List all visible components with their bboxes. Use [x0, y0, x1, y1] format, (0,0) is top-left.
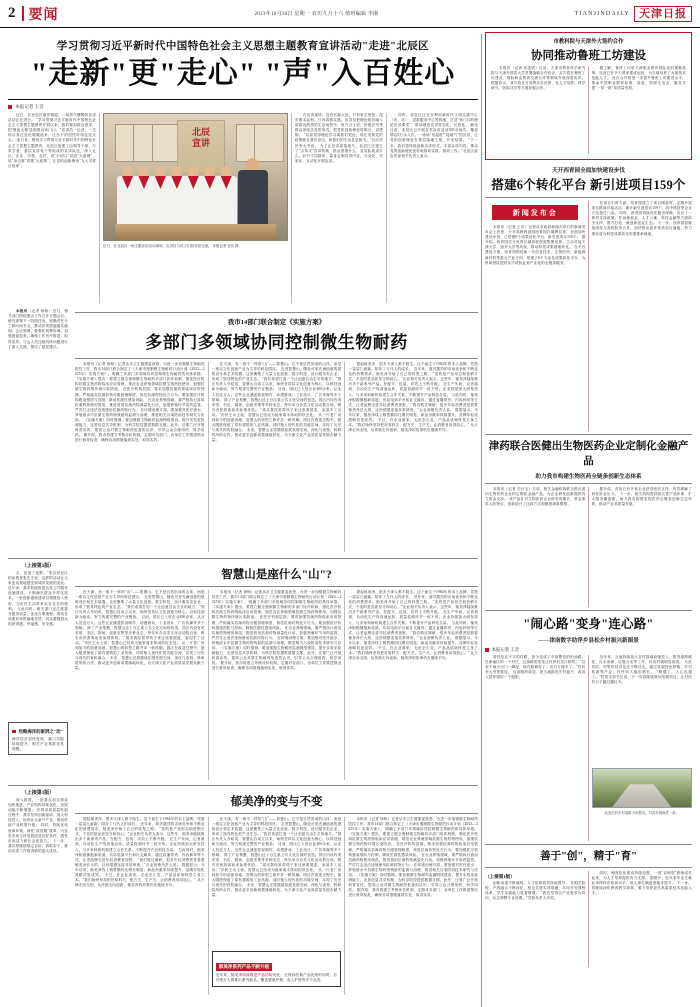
mountain-body-1: 在天津，有一座不一样的"山"——智慧山。它不是自然形成的山体，而是一座以文化创意产业为主导的科技园区。 走进智慧山，随处可见充满创意的建筑设计和艺术装置。这里聚集了大量文化创意、数字科技、设计服务类企业，形成了独具特色的产业生态。 "我们希望打造一个让创意自由生长的地方。"园区负责人介绍说，智慧山自成立以来，始终坚持以文化创意为核心，以科技创新为驱动，努力构建完整的产业链条。 目前，园区已入驻企业400余家，从业人员近万人。这些企业涵盖影视制作、动漫游戏、工业设计、广告传媒等多个领域。 除了产业集聚，智慧山还十分注重公共文化空间的营造。园区内设有美术馆、书店、剧场、创意市集等多种业态，每年举办各类文化活动数百场，吸引市民游客前来参观体验。 "周末我经常带孩子来这里看展览、参加手工活动。"市民王女士说，智慧山已经成为她家周末休闲的好去处。 从一片老厂房到如今的创意高地，智慧山的转型之路并非一帆风顺。园区在改造过程中，最大限度保留了原有建筑的工业风貌，同时植入现代化的功能空间，实现了历史与现代的有机融合。 未来，智慧山还将继续拓展发展空间，深化与高校、科研院所的合作，推动更多创新成果落地转化，为天津文化产业高质量发展贡献力量。: [75, 590, 205, 671]
road-byline: [485, 647, 692, 653]
left-note-1-text: 走、拓宽了视野。"来自河北区的参观者张先生说，这样的活动让大家更直观地感受到城市发展的变化。 近年来，我市持续推进各类公共服务设施建设，不断满足群众多样化需求。一批批新建改建项目相继投入使用，为市民生活带来实实在在的便利。 与此同时，相关部门还注重提升服务质量，优化办事流程，推动各项惠民举措落地见效，切实增强群众的获得感、幸福感、安全感。: [8, 571, 68, 626]
lead-story: [8, 38, 478, 303]
finance-body-left: 本报讯（记者 岳付玉）日前，相关金融机构联合推出面向生物医药企业的定制化金融产品，为企业研发创新提供有力资金支持。 该产品针对生物医药企业研发周期长、资金需求大的特点，创新设计了还款方式和额度测算模型。: [485, 487, 586, 507]
lead-col-3: [295, 113, 383, 303]
platform-story: [485, 166, 692, 431]
drug-kicker: 我市14部门联合制定《实施方案》: [227, 319, 326, 326]
road-story: [485, 614, 692, 841]
lead-body-1: 近日，在北辰区瑞景街道，一场热气腾腾的宣讲活动正在进行。 "学习贯彻习近平新时代中国特色社会主义思想主题教育开展以来，我们紧扣群众需求，把'理论大餐'送到群众家门口。"宣讲员一边说，一边结合身边变化娓娓道来，让台下的居民听得连连点头。 连日来，围绕学习贯彻习近平新时代中国特色社会主义思想主题教育，北辰区组建了由领导干部、专家学者、基层宣讲骨干等组成的宣讲队伍，深入社区、企业、学校、农村，用"小切口"讲清"大道理"，用"身边事"讲透"大政策"，让党的创新理论"飞入寻常百姓家"。: [8, 113, 97, 168]
lead-body-2: 在宣讲现场，没有长篇大论，只有家长里短；没有照本宣科，只有真情实感。宣讲员把理论知识融入到群众熟悉的生活场景中，用方言土语、快板评书等群众喜闻乐见的形式，把党的创新理论讲明白、讲透彻。 "以前觉得理论学习离我们很远，现在发现党的政策就在我们身边，和我们的生活息息相关。"社区居民李大爷说。 为了让宣讲更接地气，北辰区还建立了"点单式"宣讲机制，群众需要什么，宣讲队就讲什么。针对不同群体，量身定制宣讲内容，分众化、对象化、互动化开展宣讲。: [294, 113, 383, 163]
lead-col-2-photo: [103, 113, 288, 303]
create-title: 善于"创"，精于"育": [540, 851, 637, 862]
drug-story: [75, 309, 478, 552]
newspaper-logo: 天津日报: [634, 6, 692, 22]
finance-title: 津药联合医健出生物医药企业定制化金融产品: [488, 441, 689, 467]
road-byline-text: 本报记者 王音: [491, 647, 520, 652]
yujing-note-label: 郁美净系列产品不断升级: [216, 963, 273, 971]
platform-title: 搭建6个转化平台 新引进项目159个: [491, 178, 686, 192]
page-sheet: [0, 28, 700, 1007]
road-subtitle: ——津南数字助浮乡县松乡村振兴新图景: [538, 638, 639, 644]
right-zone: [485, 32, 692, 1007]
news-conference-tag: 新闻发布会: [492, 205, 578, 220]
finance-story: [485, 438, 692, 607]
mountain-headline: 智慧山是座什么"山"?: [221, 569, 332, 581]
rule: [75, 312, 478, 313]
lead-col-4: [390, 113, 478, 303]
road-body-right: 近年来，当地持续加大农村基础设施投入，推进道路硬化、污水治理、垃圾分类等工作，村容村貌明显改善。 与此同时，村集体经济也在不断壮大。通过发展特色种植、乡村旅游等产业，村民收入稳步增长。 "路通了，人心也通了。"村党支部书记说，下一步将继续谋划发展项目，让村民的日子越过越红火。: [591, 655, 692, 685]
create-source: （上接第1版）: [485, 874, 515, 879]
left-note-2-text: 深入推进，一批重点项目建设加快推进，产业结构持续优化，发展动能不断增强。 在推动高质量发展过程中，我市坚持创新驱动，加大科技投入，培育壮大新兴产业，推动传统产业转型升级。 同时，持续优化营商环境，深化"放管服"改革，为各类市场主体发展创造良好条件，激发市场活力和社会创造力。 下一步，我市将继续锚定目标，真抓实干，推动各项工作取得新的更大成效。: [8, 798, 68, 853]
drug-body-3: 提起郁美净，很多天津人都不陌生。这个诞生于1984年的本土品牌，凭借一袋袋儿童霜，陪伴了几代人的成长。 近年来，面对激烈的市场竞争和不断变化的消费需求，郁美净开始了自己的转型之路。 "变的是产品形态和营销方式，不变的是品质坚守和初心。"企业相关负责人表示，这些年，郁美净陆续推出多个新系列产品，在配方、包装、功效上不断升级。 在生产车间，记者看到，自动化生产线高速运转，质量检测环节一丝不苟。企业持续加大研发投入，与多家科研机构建立合作关系，不断提升产品科技含量。 与此同时，郁美净积极拥抱新渠道，布局电商平台和社交媒体，通过直播带货、内容种草等方式，让老品牌走进年轻消费者视野。 "我们做过调研，很多年轻消费者是看着郁美净长大的，这份情感连接非常珍贵。"企业营销负责人说。 数据显示，今年以来，郁美净线上销售额同比增长明显，新品贡献率持续提升，品牌年轻化战略初见成效。 不过，在企业看来，无论怎么变，产品品质始终是立身之本。"我们始终坚持把好原料关、配方关、生产关，让消费者用得放心。" 从天津走向全国，从传统走向创新，郁美净的故事仍在继续书写。: [348, 362, 479, 433]
boxed-story-kicker: 市教科院与天津外大签约合作: [553, 39, 624, 45]
rule: [75, 358, 478, 359]
lead-col-1: [8, 113, 96, 303]
square-bullet-icon: [12, 730, 16, 734]
create-body-left: 创新成果不断涌现，人才培养质效持续提升。 在相关院校，产教融合不断深化，校企共建实训基地，共同开发课程体系，学生实践能力显著增强。 "我们坚持以产业需求为导向，动态调整专业设置。"学校负责人介绍。: [485, 881, 586, 901]
boxed-story-body-left: 本报讯（记者 张雯婧）日前，天津市教育科学研究院与天津外国语大学签署战略合作协议，双方将在鲁班工坊建设、国际职业教育交流合作等领域开展深度协作。 根据协议，双方将充分发挥各自优势，在人才培养、科学研究、资源共享等方面加强合作。: [491, 66, 586, 91]
lead-byline: [8, 104, 478, 110]
left-note-box-label: 经略海洋的澎湃之"动": [18, 728, 63, 734]
left-note-box-text: 海洋经济加快发展，港口功能持续提升，相关产业集群初具规模。: [12, 736, 64, 751]
square-bullet-icon: [485, 648, 489, 652]
boxed-story: [485, 32, 692, 160]
masthead-domain: TIANJINDAILY: [574, 10, 630, 17]
boxed-story-title: 协同推动鲁班工坊建设: [531, 50, 646, 62]
yujing-headline: 郁美净的变与不变: [230, 796, 323, 808]
lead-byline-text: 本报记者 王音: [15, 104, 44, 109]
create-body-right: 同时，师资队伍建设持续加强，一批"双师型"教师成长起来，为人才培养提供有力支撑。 据统计，近年来毕业生就业率保持在较高水平，用人单位满意度稳步提升。 下一步，将继续深化教育教学改革，着力培养更多高素质技术技能人才。: [591, 871, 692, 896]
platform-body-left: 本报讯（记者 王音）记者从市政府新闻办举行的新闻发布会上获悉，天开高教科创园西青园自揭牌以来，全面加快建设步伐，已搭建6个成果转化平台，新引进项目159个。 据介绍，西青园充分发挥区域高校资源集聚优势，主动对接天津大学、南开大学等高校，推动科技成果就地转化。 在平台建设方面，西青园围绕新一代信息技术、生物医药、新能源新材料等重点产业方向，搭建了6个专业化成果转化平台，为科研团队提供从中试验证到产业化的全链条服务。: [485, 225, 586, 265]
square-bullet-icon: [8, 105, 12, 109]
road-photo: [592, 768, 693, 808]
rule: [485, 197, 692, 198]
dateline-text: 2023年10月30日 星期一 农历九月十六 值班编辑 李刚: [254, 12, 379, 17]
boxed-story-body-right: 据了解，鲁班工坊是天津职业教育国际化的重要品牌，目前已在多个国家建成运营，为当地培养了大批技术技能人才。 此次合作将进一步提升鲁班工坊建设水平，推动中国职业教育标准、装备、资源走出去，服务共建"一带一路"高质量发展。: [591, 66, 686, 91]
yujing-note-box: [212, 951, 342, 987]
lead-headline: "走新"更"走心" "声"入百姓心: [30, 57, 456, 90]
lead-photo-caption: 近日，在北辰区一场主题宣讲活动现场，宣讲员与孩子们面对面交流。 本报记者 谷岳 摄: [103, 244, 239, 248]
left-note-1-title: （上接第1版）: [21, 564, 55, 569]
mountain-story: [75, 562, 478, 780]
yujing-body-3: 本报讯（记者 徐杨）记者从市卫生健康委获悉，为进一步加强微生物耐药防控工作，我市14部门联合制定了《天津市遏制微生物耐药行动计划（2023—2025年）实施方案》，明确了多部门多领域协同控制微生物耐药的具体举措。 《实施方案》提出，要建立健全遏制微生物耐药多部门协作机制，强化医疗机构抗微生物药物临床应用管理，规范农业养殖领域抗微生物药物使用，加强抗微生物药物环境污染防治。 在医疗机构层面，要求加强抗菌药物临床应用管理，严格落实抗菌药物分级管理制度，规范抗菌药物处方行为。要加强医疗机构感染预防与控制，降低医源性感染风险。 在农业养殖领域，要严格执行兽用抗菌药物使用规范，推进兽用抗菌药物减量化行动，加强养殖环节用药监管，严厉打击违法违规使用抗菌药物行为。 在环境治理方面，要加强对医疗废水、养殖废水中抗微生物药物残留的监测与治理，推进相关污染防治技术研究与应用。 《实施方案》同时强调，要加强微生物耐药监测网络建设，提升实验室检测能力，完善信息共享机制，为科学防控提供数据支撑。此外，还要广泛开展科普宣传，提高公众对微生物耐药危害的认识，引导公众合理用药、科学用药。 据介绍，我市将建立考核评价机制，定期对各部门、各单位工作推进情况进行督导检查，确保各项措施落到实处、取得实效。: [348, 817, 479, 898]
mountain-body-2: 本报讯（记者 徐杨）记者从市卫生健康委获悉，为进一步加强微生物耐药防控工作，我市14部门联合制定了《天津市遏制微生物耐药行动计划（2023—2025年）实施方案》，明确了多部门多领域协同控制微生物耐药的具体举措。 《实施方案》提出，要建立健全遏制微生物耐药多部门协作机制，强化医疗机构抗微生物药物临床应用管理，规范农业养殖领域抗微生物药物使用，加强抗微生物药物环境污染防治。 在医疗机构层面，要求加强抗菌药物临床应用管理，严格落实抗菌药物分级管理制度，规范抗菌药物处方行为。要加强医疗机构感染预防与控制，降低医源性感染风险。 在农业养殖领域，要严格执行兽用抗菌药物使用规范，推进兽用抗菌药物减量化行动，加强养殖环节用药监管，严厉打击违法违规使用抗菌药物行为。 在环境治理方面，要加强对医疗废水、养殖废水中抗微生物药物残留的监测与治理，推进相关污染防治技术研究与应用。 《实施方案》同时强调，要加强微生物耐药监测网络建设，提升实验室检测能力，完善信息共享机制，为科学防控提供数据支撑。此外，还要广泛开展科普宣传，提高公众对微生物耐药危害的认识，引导公众合理用药、科学用药。 据介绍，我市将建立考核评价机制，定期对各部门、各单位工作推进情况进行督导检查，确保各项措施落到实处、取得实效。: [211, 590, 342, 671]
mountain-section: [8, 562, 478, 780]
mountain-body-3: 提起郁美净，很多天津人都不陌生。这个诞生于1984年的本土品牌，凭借一袋袋儿童霜，陪伴了几代人的成长。 近年来，面对激烈的市场竞争和不断变化的消费需求，郁美净开始了自己的转型之路。 "变的是产品形态和营销方式，不变的是品质坚守和初心。"企业相关负责人表示，这些年，郁美净陆续推出多个新系列产品，在配方、包装、功效上不断升级。 在生产车间，记者看到，自动化生产线高速运转，质量检测环节一丝不苟。企业持续加大研发投入，与多家科研机构建立合作关系，不断提升产品科技含量。 与此同时，郁美净积极拥抱新渠道，布局电商平台和社交媒体，通过直播带货、内容种草等方式，让老品牌走进年轻消费者视野。 "我们做过调研，很多年轻消费者是看着郁美净长大的，这份情感连接非常珍贵。"企业营销负责人说。 数据显示，今年以来，郁美净线上销售额同比增长明显，新品贡献率持续提升，品牌年轻化战略初见成效。 不过，在企业看来，无论怎么变，产品品质始终是立身之本。"我们始终坚持把好原料关、配方关、生产关，让消费者用得放心。" 从天津走向全国，从传统走向创新，郁美净的故事仍在继续书写。: [348, 590, 479, 661]
masthead: [0, 0, 700, 28]
rule: [485, 610, 692, 611]
finance-subtitle: 助力我市构建生物医药全链条创新生态体系: [535, 474, 642, 480]
left-note-block-2: [8, 789, 68, 995]
left-note-box-title: [12, 729, 64, 735]
road-photo-caption: 改造后的乡村道路平坦整洁，村容村貌焕然一新。: [604, 811, 680, 815]
rule: [8, 99, 478, 100]
column-divider: [478, 32, 485, 1007]
lead-kicker: 学习贯彻习近平新时代中国特色社会主义思想主题教育宣讲活动"走进"北辰区: [56, 41, 430, 52]
left-note-2-title: （上接第1版）: [21, 791, 55, 796]
yujing-section: [8, 789, 478, 995]
lead-photo: [103, 113, 288, 241]
rule: [485, 844, 692, 845]
left-notes-column: [8, 309, 68, 552]
left-note-block-1: [8, 562, 68, 780]
create-story: [485, 848, 692, 967]
masthead-dateline: [59, 10, 575, 17]
rule: [75, 813, 478, 814]
rule: [8, 558, 478, 559]
page-number: 2: [8, 5, 16, 21]
left-note-1-body: 本报讯（记者 徐杨）近日，相关部门围绕重点工作召开专题会议，研究部署下一阶段任务，明确责任分工和时间节点，推动各项措施落实落细。会议强调，要强化统筹协调，加强督促检查，确保工作有序推进、取得实效。与会人员还就具体问题进行了深入交流，提出了意见建议。: [8, 309, 68, 349]
photo-people: [104, 158, 287, 232]
yujing-body-2: 在天津，有一座不一样的"山"——智慧山。它不是自然形成的山体，而是一座以文化创意产业为主导的科技园区。 走进智慧山，随处可见充满创意的建筑设计和艺术装置。这里聚集了大量文化创意、数字科技、设计服务类企业，形成了独具特色的产业生态。 "我们希望打造一个让创意自由生长的地方。"园区负责人介绍说，智慧山自成立以来，始终坚持以文化创意为核心，以科技创新为驱动，努力构建完整的产业链条。 目前，园区已入驻企业400余家，从业人员近万人。这些企业涵盖影视制作、动漫游戏、工业设计、广告传媒等多个领域。 除了产业集聚，智慧山还十分注重公共文化空间的营造。园区内设有美术馆、书店、剧场、创意市集等多种业态，每年举办各类文化活动数百场，吸引市民游客前来参观体验。 "周末我经常带孩子来这里看展览、参加手工活动。"市民王女士说，智慧山已经成为她家周末休闲的好去处。 从一片老厂房到如今的创意高地，智慧山的转型之路并非一帆风顺。园区在改造过程中，最大限度保留了原有建筑的工业风貌，同时植入现代化的功能空间，实现了历史与现代的有机融合。 未来，智慧山还将继续拓展发展空间，深化与高校、科研院所的合作，推动更多创新成果落地转化，为天津文化产业高质量发展贡献力量。: [211, 817, 342, 898]
left-zone: [8, 32, 478, 1007]
rule: [8, 785, 478, 786]
road-body-left: 曾经坑洼不平的村路，如今变成了平坦整洁的柏油路。在津南区的一个村庄，这条路的变化让村民们交口称赞。 "以前下雨天出门一脚泥，现在路修好了，出行方便多了。"村民李大爷笑着说。 这条路的改造，是当地推进乡村振兴、改善人居环境的一个缩影。: [485, 655, 586, 680]
rule: [485, 867, 692, 868]
drug-body-1: 本报讯（记者 徐杨）记者从市卫生健康委获悉，为进一步加强微生物耐药防控工作，我市14部门联合制定了《天津市遏制微生物耐药行动计划（2023—2025年）实施方案》，明确了多部门多领域协同控制微生物耐药的具体举措。 《实施方案》提出，要建立健全遏制微生物耐药多部门协作机制，强化医疗机构抗微生物药物临床应用管理，规范农业养殖领域抗微生物药物使用，加强抗微生物药物环境污染防治。 在医疗机构层面，要求加强抗菌药物临床应用管理，严格落实抗菌药物分级管理制度，规范抗菌药物处方行为。要加强医疗机构感染预防与控制，降低医源性感染风险。 在农业养殖领域，要严格执行兽用抗菌药物使用规范，推进兽用抗菌药物减量化行动，加强养殖环节用药监管，严厉打击违法违规使用抗菌药物行为。 在环境治理方面，要加强对医疗废水、养殖废水中抗微生物药物残留的监测与治理，推进相关污染防治技术研究与应用。 《实施方案》同时强调，要加强微生物耐药监测网络建设，提升实验室检测能力，完善信息共享机制，为科学防控提供数据支撑。此外，还要广泛开展科普宣传，提高公众对微生物耐药危害的认识，引导公众合理用药、科学用药。 据介绍，我市将建立考核评价机制，定期对各部门、各单位工作推进情况进行督导检查，确保各项措施落到实处、取得实效。: [75, 362, 205, 443]
platform-body-right: 在项目引育方面，西青园建立了项目储备库，定期开展项目路演对接活动，累计新引进项目159个，其中科技型企业占比超过八成。 同时，西青园持续优化服务保障，出台了一系列支持政策，在场地租金、人才公寓、科技金融等方面给予支持，着力打造一流创新创业生态。 下一步，西青园将继续深化与高校院所合作，加快推动更多优质项目落地，努力建设成为科技成果转化的重要承载地。: [591, 201, 692, 236]
yujing-body-1: 提起郁美净，很多天津人都不陌生。这个诞生于1984年的本土品牌，凭借一袋袋儿童霜，陪伴了几代人的成长。 近年来，面对激烈的市场竞争和不断变化的消费需求，郁美净开始了自己的转型之路。 "变的是产品形态和营销方式，不变的是品质坚守和初心。"企业相关负责人表示，这些年，郁美净陆续推出多个新系列产品，在配方、包装、功效上不断升级。 在生产车间，记者看到，自动化生产线高速运转，质量检测环节一丝不苟。企业持续加大研发投入，与多家科研机构建立合作关系，不断提升产品科技含量。 与此同时，郁美净积极拥抱新渠道，布局电商平台和社交媒体，通过直播带货、内容种草等方式，让老品牌走进年轻消费者视野。 "我们做过调研，很多年轻消费者是看着郁美净长大的，这份情感连接非常珍贵。"企业营销负责人说。 数据显示，今年以来，郁美净线上销售额同比增长明显，新品贡献率持续提升，品牌年轻化战略初见成效。 不过，在企业看来，无论怎么变，产品品质始终是立身之本。"我们始终坚持把好原料关、配方关、生产关，让消费者用得放心。" 从天津走向全国，从传统走向创新，郁美净的故事仍在继续书写。: [75, 817, 205, 888]
section-name: 要闻: [28, 7, 59, 23]
rule: [485, 434, 692, 435]
finance-body-right: 据介绍，首批已有多家企业获得授信支持，有效缓解了研发资金压力。 下一步，相关机构将持续完善产品体系，扩大服务覆盖面，助力我市构建生物医药全链条创新生态体系，推动产业高质量发展。: [591, 487, 692, 507]
drug-headline: 多部门多领域协同控制微生物耐药: [145, 333, 408, 352]
drug-body-2: 在天津，有一座不一样的"山"——智慧山。它不是自然形成的山体，而是一座以文化创意产业为主导的科技园区。 走进智慧山，随处可见充满创意的建筑设计和艺术装置。这里聚集了大量文化创意、数字科技、设计服务类企业，形成了独具特色的产业生态。 "我们希望打造一个让创意自由生长的地方。"园区负责人介绍说，智慧山自成立以来，始终坚持以文化创意为核心，以科技创新为驱动，努力构建完整的产业链条。 目前，园区已入驻企业400余家，从业人员近万人。这些企业涵盖影视制作、动漫游戏、工业设计、广告传媒等多个领域。 除了产业集聚，智慧山还十分注重公共文化空间的营造。园区内设有美术馆、书店、剧场、创意市集等多种业态，每年举办各类文化活动数百场，吸引市民游客前来参观体验。 "周末我经常带孩子来这里看展览、参加手工活动。"市民王女士说，智慧山已经成为她家周末休闲的好去处。 从一片老厂房到如今的创意高地，智慧山的转型之路并非一帆风顺。园区在改造过程中，最大限度保留了原有建筑的工业风貌，同时植入现代化的功能空间，实现了历史与现代的有机融合。 未来，智慧山还将继续拓展发展空间，深化与高校、科研院所的合作，推动更多创新成果落地转化，为天津文化产业高质量发展贡献力量。: [211, 362, 342, 443]
rule: [75, 586, 478, 587]
photo-banner: 北辰 宣讲: [177, 120, 225, 174]
lead-body-3: 同时，北辰区还充分利用新时代文明实践中心（所、站）、党群服务中心等阵地，打造"家门口的理论宣讲课堂"，推动理论宣讲常态化、长效化。 截至目前，北辰区已开展各类宣讲活动300余场次，覆盖群众5万余人次。一场场"有温度""接地气"的宣讲，让党的创新理论在基层落地生根、开花结果。 "下一步，我们将持续创新宣讲形式，丰富宣讲内容，推动党的创新理论更好地指导实践、推动工作。"北辰区委宣传部相关负责人表示。: [389, 113, 479, 158]
yujing-note-text: 近年来，郁美净持续推进产品结构优化，在保持经典产品优势的同时，针对细分人群推出系列新品，覆盖婴童护理、成人护肤等多个品类。: [215, 973, 338, 983]
rule: [485, 483, 692, 484]
left-note-box: [8, 722, 68, 755]
platform-kicker: 天开西青园全面加快建设步伐: [552, 168, 625, 174]
yujing-story: [75, 789, 478, 995]
road-title: "闹心路"变身"连心路": [523, 617, 654, 631]
masthead-divider: [22, 6, 24, 21]
